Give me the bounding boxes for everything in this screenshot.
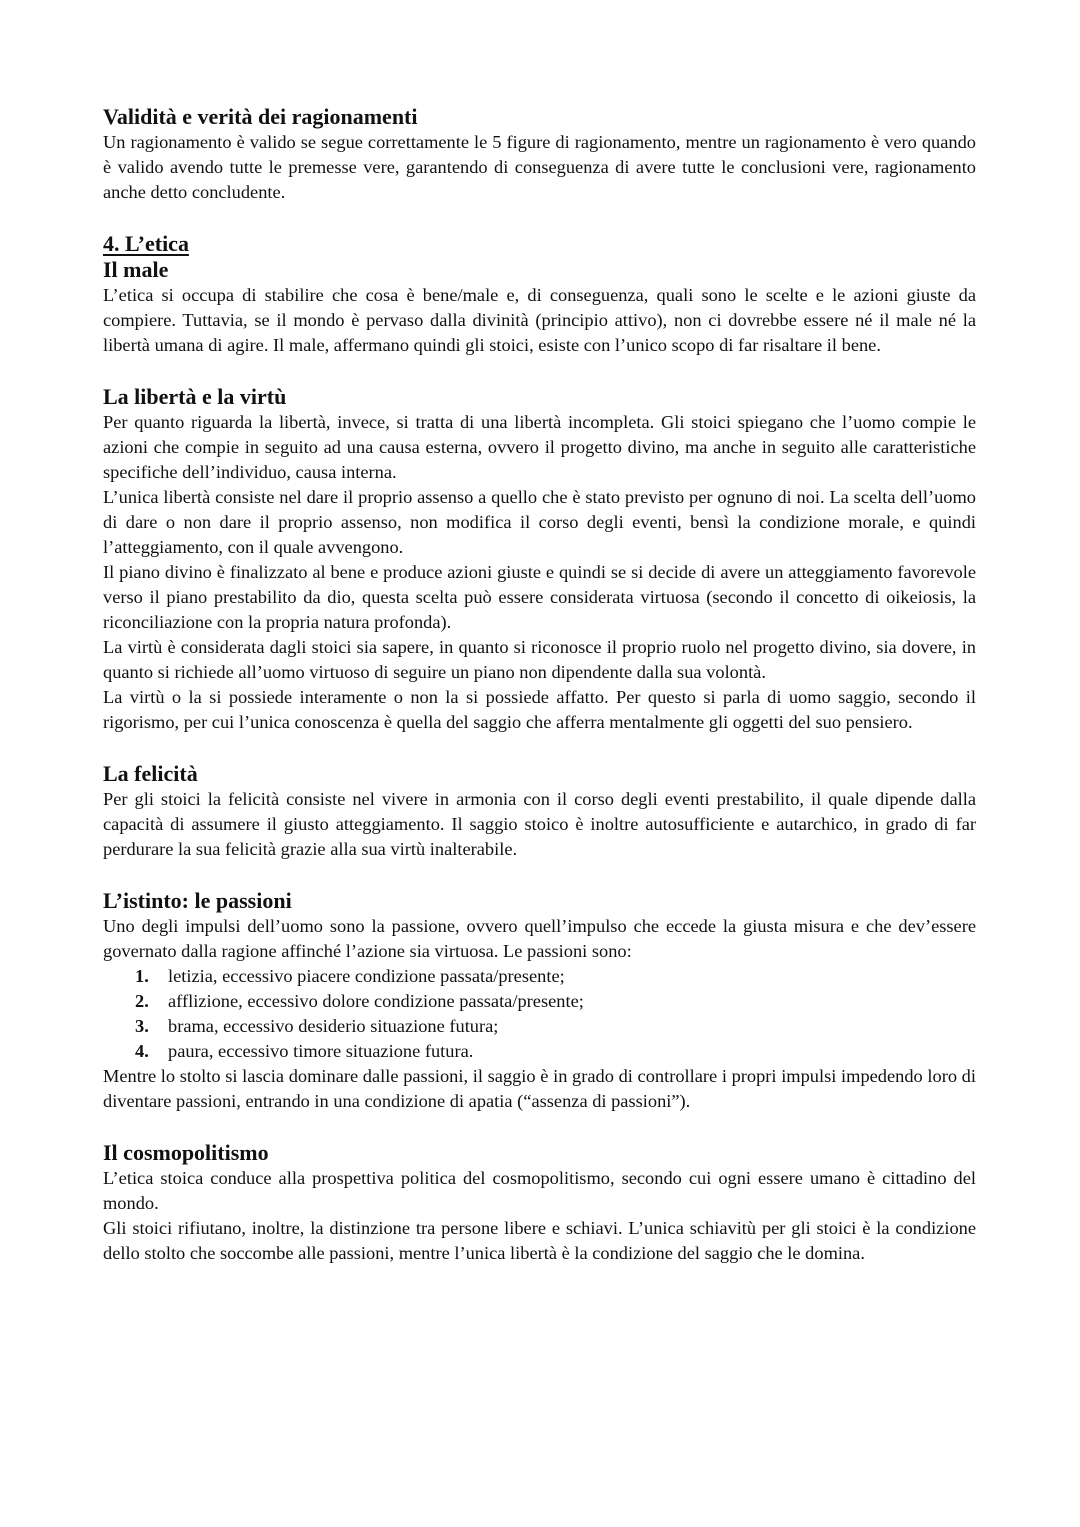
heading-male: Il male	[103, 257, 169, 282]
heading-validita: Validità e verità dei ragionamenti	[103, 104, 418, 129]
section-cosmo	[103, 1140, 976, 1266]
list-item-number: 3.	[135, 1016, 149, 1036]
list-item-number: 1.	[135, 966, 149, 986]
list-item	[103, 1039, 976, 1064]
heading-cosmo: Il cosmopolitismo	[103, 1140, 269, 1165]
heading-felicita: La felicità	[103, 761, 198, 786]
spacer	[103, 358, 976, 384]
list-item	[103, 989, 976, 1014]
section-validita	[103, 104, 976, 205]
paragraph-liberta-2: L’unica libertà consiste nel dare il proprio assenso a quello che è stato previsto per ognuno di noi. La scelta dell’uomo di dare o non dare il proprio assenso, non modifica il corso degli eventi, bensì la condizione morale, e quindi l’atteggiamento, con il quale avvengono.	[103, 487, 976, 557]
section-title-etica: 4. L’etica	[103, 231, 189, 256]
paragraph-cosmo-1: L’etica stoica conduce alla prospettiva politica del cosmopolitismo, secondo cui ogni essere umano è cittadino del mondo.	[103, 1168, 976, 1213]
document-page	[103, 104, 976, 1266]
heading-istinto: L’istinto: le passioni	[103, 888, 292, 913]
list-item-text: afflizione, eccessivo dolore condizione passata/presente;	[168, 991, 584, 1011]
list-item-text: letizia, eccessivo piacere condizione passata/presente;	[168, 966, 565, 986]
spacer	[103, 205, 976, 231]
section-etica	[103, 231, 976, 358]
paragraph-cosmo-2: Gli stoici rifiutano, inoltre, la distinzione tra persone libere e schiavi. L’unica schiavitù per gli stoici è la condizione dello stolto che soccombe alle passioni, mentre l’unica libertà è la condizione del saggio che le domina.	[103, 1218, 976, 1263]
paragraph-validita: Un ragionamento è valido se segue correttamente le 5 figure di ragionamento, mentre un ragionamento è vero quando è valido avendo tutte le premesse vere, garantendo di conseguenza di avere tutte le conclusioni vere, ragionamento anche detto concludente.	[103, 132, 976, 202]
section-liberta	[103, 384, 976, 735]
list-item-text: brama, eccessivo desiderio situazione futura;	[168, 1016, 499, 1036]
paragraph-liberta-5: La virtù o la si possiede interamente o non la si possiede affatto. Per questo si parla di uomo saggio, secondo il rigorismo, per cui l’unica conoscenza è quella del saggio che afferra mentalmente gli oggetti del suo pensiero.	[103, 687, 976, 732]
paragraph-istinto-intro: Uno degli impulsi dell’uomo sono la passione, ovvero quell’impulso che eccede la giusta misura e che dev’essere governato dalla ragione affinché l’azione sia virtuosa. Le passioni sono:	[103, 916, 976, 961]
paragraph-liberta-1: Per quanto riguarda la libertà, invece, si tratta di una libertà incompleta. Gli stoici spiegano che l’uomo compie le azioni che compie in seguito ad una causa esterna, ovvero il progetto divino, ma anche in seguito alle caratteristiche specifiche dell’individuo, causa interna.	[103, 412, 976, 482]
section-felicita	[103, 761, 976, 862]
list-item	[103, 964, 976, 989]
spacer	[103, 862, 976, 888]
paragraph-istinto-outro: Mentre lo stolto si lascia dominare dalle passioni, il saggio è in grado di controllare i propri impulsi impedendo loro di diventare passioni, entrando in una condizione di apatia (“assenza di passioni”).	[103, 1066, 976, 1111]
list-item-text: paura, eccessivo timore situazione futura.	[168, 1041, 474, 1061]
paragraph-male: L’etica si occupa di stabilire che cosa è bene/male e, di conseguenza, quali sono le scelte e le azioni giuste da compiere. Tuttavia, se il mondo è pervaso dalla divinità (principio attivo), non ci dovrebbe essere né il male né la libertà umana di agire. Il male, affermano quindi gli stoici, esiste con l’unico scopo di far risaltare il bene.	[103, 285, 976, 355]
paragraph-liberta-3: Il piano divino è finalizzato al bene e produce azioni giuste e quindi se si decide di avere un atteggiamento favorevole verso il piano prestabilito da dio, questa scelta può essere considerata virtuosa (secondo il concetto di oikeiosis, la riconciliazione con la propria natura profonda).	[103, 562, 976, 632]
paragraph-felicita: Per gli stoici la felicità consiste nel vivere in armonia con il corso degli eventi prestabilito, il quale dipende dalla capacità di assumere il giusto atteggiamento. Il saggio stoico è inoltre autosufficiente e autarchico, in grado di far perdurare la sua felicità grazie alla sua virtù inalterabile.	[103, 789, 976, 859]
paragraph-liberta-4: La virtù è considerata dagli stoici sia sapere, in quanto si riconosce il proprio ruolo nel progetto divino, sia dovere, in quanto si richiede all’uomo virtuoso di seguire un piano non dipendente dalla sua volontà.	[103, 637, 976, 682]
section-istinto	[103, 888, 976, 1114]
list-item-number: 4.	[135, 1041, 149, 1061]
heading-liberta: La libertà e la virtù	[103, 384, 287, 409]
list-item	[103, 1014, 976, 1039]
list-item-number: 2.	[135, 991, 149, 1011]
spacer	[103, 1114, 976, 1140]
spacer	[103, 735, 976, 761]
passions-list	[103, 964, 976, 1064]
